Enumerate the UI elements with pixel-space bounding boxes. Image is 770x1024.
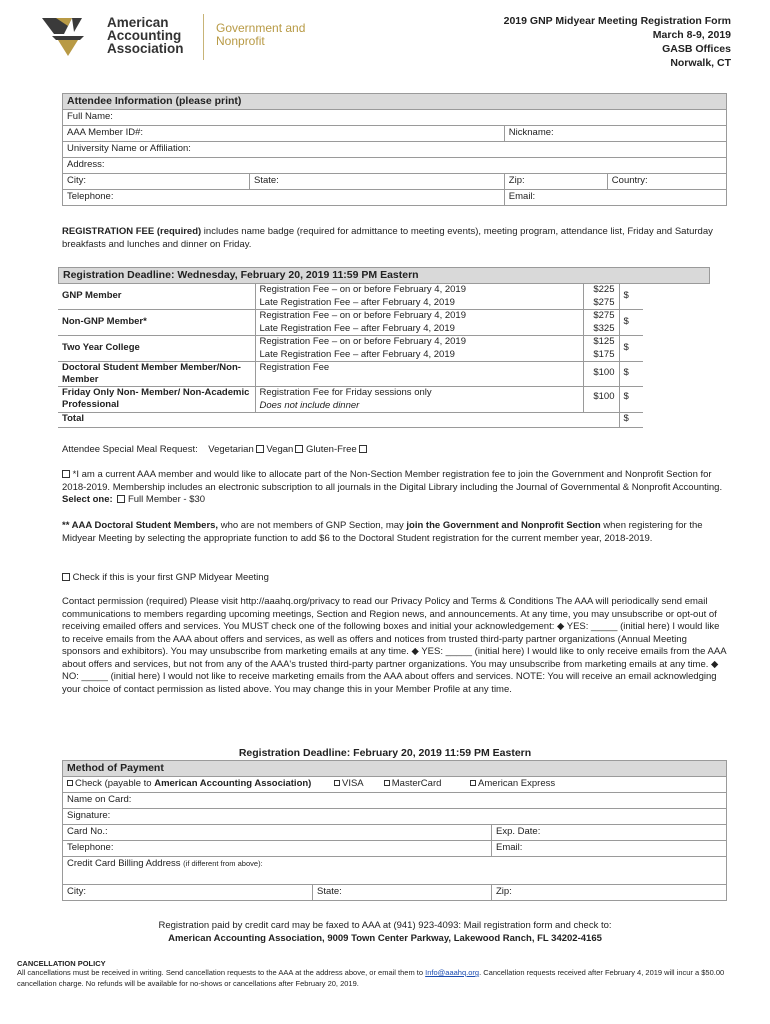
gnp-member-label: GNP Member [58,284,255,310]
select-one-label: Select one: [62,494,113,505]
aaa-logo-icon [38,14,98,60]
member-id-field[interactable]: AAA Member ID#: [63,126,505,142]
section-name-line-1: Government and [216,21,306,35]
fax-line: Registration paid by credit card may be faxed to AAA at (941) 923-4093: Mail registration form and check to: [158,920,612,931]
non-gnp-member-label: Non-GNP Member* [58,310,255,336]
info-email-link[interactable]: Info@aaahq.org [425,968,480,977]
vegan-checkbox[interactable] [295,445,303,453]
full-name-field[interactable]: Full Name: [63,110,727,126]
payment-table [62,760,727,901]
two-year-college-price: $125 $175 [583,336,619,362]
zip-field[interactable]: Zip: [504,174,607,190]
form-header [504,14,731,70]
amex-checkbox[interactable] [470,780,476,786]
section-name-line-2: Nonprofit [216,34,265,48]
form-title: 2019 GNP Midyear Meeting Registration Form [503,15,731,27]
doctoral-price: $100 [583,362,619,387]
fee-note [62,226,727,251]
billing-city-field[interactable]: City: [63,885,313,901]
mastercard-checkbox[interactable] [384,780,390,786]
fee-note-text: includes name badge (required for admittance to meeting events), meeting program, attendance list, Friday and Saturday breakfasts and lunches and dinner on Friday. [62,226,713,250]
meal-vegetarian-label: Vegetarian [208,444,254,455]
total-spacer-2 [583,413,619,428]
total-label: Total [58,413,255,428]
address-field[interactable]: Address: [63,158,727,174]
first-meeting [62,572,269,585]
vegetarian-checkbox[interactable] [256,445,264,453]
meal-request [62,444,367,457]
gnp-member-amount[interactable]: $ [619,284,643,310]
gluten-free-checkbox[interactable] [359,445,367,453]
attendee-heading: Attendee Information (please print) [63,94,727,110]
check-label: Check (payable to [75,778,155,789]
logo-line-2: Accounting [107,28,182,43]
cancellation-heading: CANCELLATION POLICY [17,959,106,968]
doctoral-label: Doctoral Student Member Member/Non-Member [58,362,255,387]
meal-request-label: Attendee Special Meal Request: [62,444,198,455]
first-meeting-label: Check if this is your first GNP Midyear Meeting [70,572,269,583]
section-name [216,22,305,48]
contact-permission: Contact permission (required) Please visit http://aaahq.org/privacy to read our Privacy Policy and Terms & Conditions The AAA will periodically send email communications to members regarding upcoming meetings, Section and Region news, and announcements. At any time, you may unsubscribe or opt-out of receiving emailed offers and services. You MUST check one of the following boxes and initial your acknowledgement: ◆ YES: _____ (initial here) I would like to receive emails from the AAA about offers and services, as well as offers and notices from trusted third-party partner organizations (Annual Meeting sponsors and exhibitors). You may unsubscribe from marketing emails at any time. ◆ YES: _____ (initial here) I would like to only receive emails from the AAA about offers and services, but not from any of the AAA's trusted third-party partner organizations. You may unsubscribe from marketing emails at any time. ◆ NO: _____ (initial here) I would not like to receive marketing emails from the AAA about offers and services. NOTE: You will receive an email acknowledging your choice of contact permission as listed above. You may change this in your Member Profile at any time. [62,596,727,695]
exp-date-field[interactable]: Exp. Date: [492,825,727,841]
logo-wordmark [107,16,184,55]
doctoral-amount[interactable]: $ [619,362,643,387]
two-year-college-amount[interactable]: $ [619,336,643,362]
friday-only-desc: Registration Fee for Friday sessions only Does not include dinner [255,387,583,413]
full-member-option: Full Member - $30 [125,494,206,505]
state-field[interactable]: State: [250,174,505,190]
member-allocation-text: *I am a current AAA member and would like to allocate part of the Non-Section Member registration fee to join the Government and Nonprofit Section for 2018-2019. Membership includes an electronic subscription to all journals in the Digital Library including the Journal of Governmental & Nonprofit Accounting. [62,469,723,493]
meeting-venue: GASB Offices [662,43,731,55]
non-gnp-member-amount[interactable]: $ [619,310,643,336]
allocate-checkbox[interactable] [62,470,70,478]
two-year-college-label: Two Year College [58,336,255,362]
meal-gluten-free-label: Gluten-Free [305,444,357,455]
fee-note-bold: REGISTRATION FEE (required) [62,226,202,237]
country-field[interactable]: Country: [607,174,726,190]
logo-line-3: Association [107,41,184,56]
university-field[interactable]: University Name or Affiliation: [63,142,727,158]
logo-line-1: American [107,15,169,30]
member-allocation [62,469,727,507]
check-checkbox[interactable] [67,780,73,786]
billing-state-field[interactable]: State: [313,885,492,901]
cancellation-policy: All cancellations must be received in writing. Send cancellation requests to the AAA at the address above, or email them to Info@aaahq.org. Cancellation requests received after February 4, 2019 will incur a $50.00 cancellation charge. No refunds will be available for no-shows or cancellations after February 20, 2019. [17,968,725,988]
friday-only-price: $100 [583,387,619,413]
meal-vegan-label: Vegan [266,444,294,455]
doctoral-desc: Registration Fee [255,362,583,387]
payment-methods [63,777,727,793]
registration-fee-table [58,284,643,428]
doctoral-note: ** AAA Doctoral Student Members, who are not members of GNP Section, may join the Government and Nonprofit Section when registering for the Midyear Meeting by selecting the appropriate function to add $6 to the Doctoral Student registration for the current member year, 2018-2019. [62,520,703,544]
payment-email-field[interactable]: Email: [492,841,727,857]
check-payee: American Accounting Association) [154,778,312,789]
nickname-field[interactable]: Nickname: [504,126,726,142]
signature-field[interactable]: Signature: [63,809,727,825]
meeting-dates: March 8-9, 2019 [652,29,731,41]
mastercard-label: MasterCard [391,778,442,789]
mail-address: American Accounting Association, 9009 Town Center Parkway, Lakewood Ranch, FL 34202-4165 [168,933,602,944]
telephone-field[interactable]: Telephone: [63,190,505,206]
friday-only-label: Friday Only Non- Member/ Non-Academic Professional [58,387,255,413]
visa-label: VISA [342,778,364,789]
email-field[interactable]: Email: [504,190,726,206]
payment-deadline: Registration Deadline: February 20, 2019 11:59 PM Eastern [238,747,532,759]
payment-telephone-field[interactable]: Telephone: [63,841,492,857]
city-field[interactable]: City: [63,174,250,190]
meeting-city: Norwalk, CT [670,57,731,69]
attendee-table [62,93,727,206]
non-gnp-member-desc: Registration Fee – on or before February 4, 2019 Late Registration Fee – after February 4, 2019 [255,310,583,336]
two-year-college-desc: Registration Fee – on or before February 4, 2019 Late Registration Fee – after February 4, 2019 [255,336,583,362]
gnp-member-price: $225 $275 [583,284,619,310]
total-spacer [255,413,583,428]
payment-heading: Method of Payment [63,761,727,777]
amex-label: American Express [478,778,556,789]
logo-divider [203,14,204,60]
gnp-member-desc: Registration Fee – on or before February 4, 2019 Late Registration Fee – after February 4, 2019 [255,284,583,310]
card-number-field[interactable]: Card No.: [63,825,492,841]
total-amount[interactable]: $ [619,413,643,428]
visa-checkbox[interactable] [334,780,340,786]
friday-only-amount[interactable]: $ [619,387,643,413]
first-meeting-checkbox[interactable] [62,573,70,581]
registration-deadline-heading: Registration Deadline: Wednesday, February 20, 2019 11:59 PM Eastern [58,267,710,284]
non-gnp-member-price: $275 $325 [583,310,619,336]
name-on-card-field[interactable]: Name on Card: [63,793,727,809]
billing-address-field[interactable]: Credit Card Billing Address (if different from above): [63,857,727,885]
billing-zip-field[interactable]: Zip: [492,885,727,901]
